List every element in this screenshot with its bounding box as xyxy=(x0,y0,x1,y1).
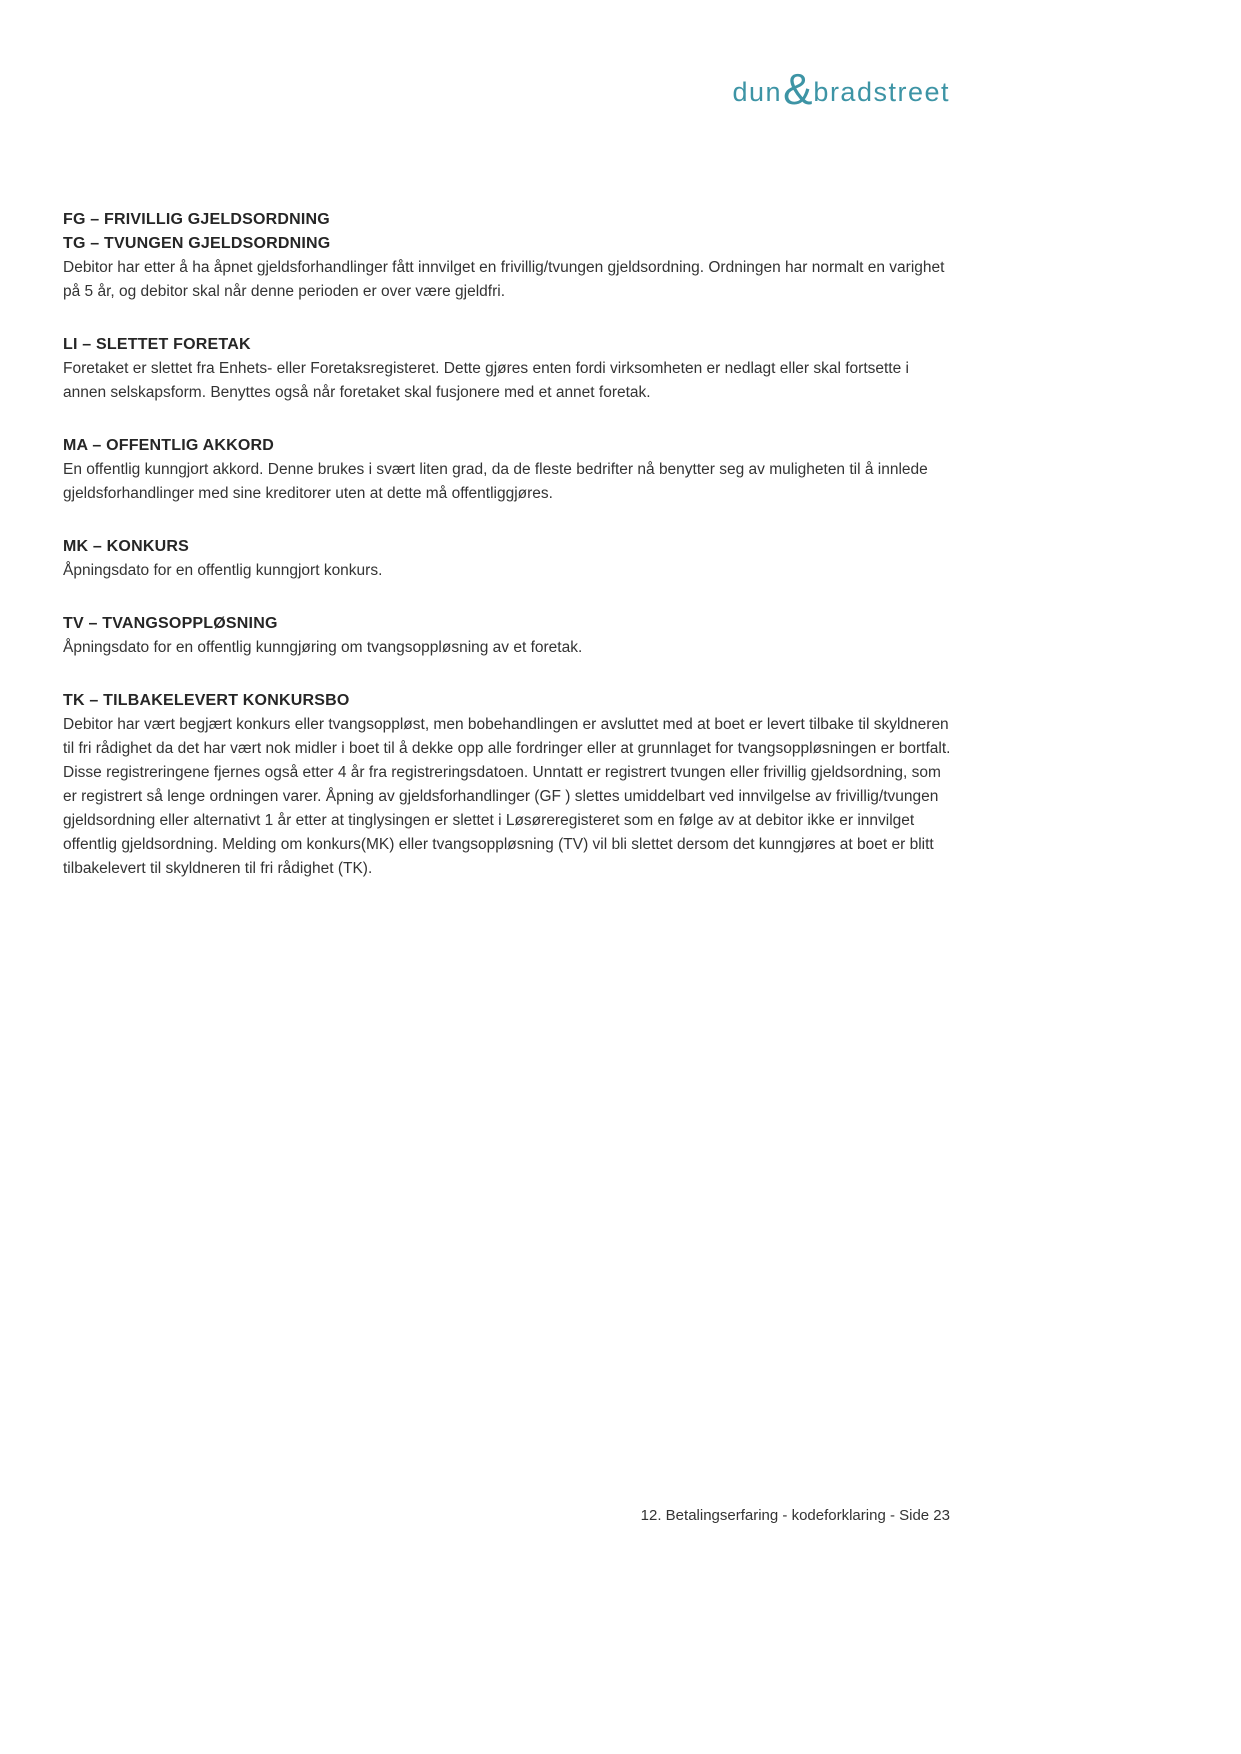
section-tk xyxy=(63,689,951,881)
logo-ampersand-icon: & xyxy=(783,65,813,114)
section-heading-tg: TG – TVUNGEN GJELDSORDNING xyxy=(63,235,331,252)
logo-text-dun: dun xyxy=(732,76,783,107)
section-fg-tg xyxy=(63,208,951,304)
section-paragraph: Debitor har etter å ha åpnet gjeldsforhandlinger fått innvilget en frivillig/tvungen gjeldsordning. Ordningen har normalt en varighet på 5 år, og debitor skal når denne perioden er over være gjeldfri. xyxy=(63,259,945,300)
section-paragraph: Foretaket er slettet fra Enhets- eller Foretaksregisteret. Dette gjøres enten fordi virksomheten er nedlagt eller skal fortsette i annen selskapsform. Benyttes også når foretaket skal fusjonere med et annet foretak. xyxy=(63,360,909,401)
section-heading-mk: MK – KONKURS xyxy=(63,538,189,555)
section-heading-fg: FG – FRIVILLIG GJELDSORDNING xyxy=(63,211,330,228)
document-content xyxy=(63,208,951,910)
section-paragraph: Debitor har vært begjært konkurs eller tvangsoppløst, men bobehandlingen er avsluttet med at boet er levert tilbake til skyldneren til fri rådighet da det har vært nok midler i boet til å dekke opp alle fordringer eller at grunnlaget for tvangsoppløsningen er bortfalt. Disse registreringene fjernes også etter 4 år fra registreringsdatoen. Unntatt er registrert tvungen eller frivillig gjeldsordning, som er registrert så lenge ordningen varer. Åpning av gjeldsforhandlinger (GF ) slettes umiddelbart ved innvilgelse av frivillig/tvungen gjeldsordning eller alternativt 1 år etter at tinglysingen er slettet i Løsøreregisteret som en følge av at debitor ikke er innvilget offentlig gjeldsordning. Melding om konkurs(MK) eller tvangsoppløsning (TV) vil bli slettet dersom det kunngjøres at boet er blitt tilbakelevert til skyldneren til fri rådighet (TK). xyxy=(63,716,951,877)
section-heading-ma: MA – OFFENTLIG AKKORD xyxy=(63,437,275,454)
section-paragraph: En offentlig kunngjort akkord. Denne brukes i svært liten grad, da de fleste bedrifter nå benytter seg av muligheten til å innlede gjeldsforhandlinger med sine kreditorer uten at dette må offentliggjøres. xyxy=(63,461,928,502)
section-heading-tv: TV – TVANGSOPPLØSNING xyxy=(63,615,278,632)
dun-bradstreet-logo xyxy=(732,65,951,114)
section-paragraph: Åpningsdato for en offentlig kunngjøring om tvangsoppløsning av et foretak. xyxy=(63,639,583,656)
section-li xyxy=(63,333,951,405)
page-footer: 12. Betalingserfaring - kodeforklaring - Side 23 xyxy=(640,1507,950,1524)
section-mk xyxy=(63,535,951,583)
section-tv xyxy=(63,612,951,660)
logo-text-bradstreet: bradstreet xyxy=(813,76,950,107)
section-ma xyxy=(63,434,951,506)
section-heading-tk: TK – TILBAKELEVERT KONKURSBO xyxy=(63,692,350,709)
section-paragraph: Åpningsdato for en offentlig kunngjort konkurs. xyxy=(63,562,383,579)
section-heading-li: LI – SLETTET FORETAK xyxy=(63,336,251,353)
